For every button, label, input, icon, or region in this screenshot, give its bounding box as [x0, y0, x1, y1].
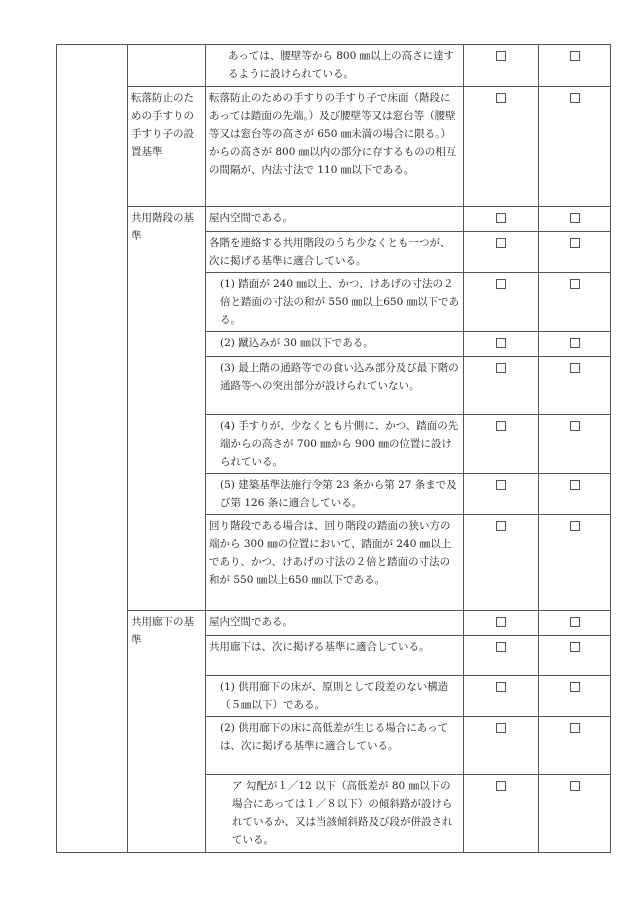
check-cell[interactable] [464, 232, 539, 273]
check-cell[interactable] [464, 474, 539, 515]
check-cell[interactable] [464, 775, 539, 853]
check-cell[interactable] [539, 207, 611, 232]
check-cell[interactable] [539, 332, 611, 357]
check-cell[interactable] [539, 717, 611, 775]
checkbox-icon[interactable] [496, 642, 506, 652]
check-cell[interactable] [539, 232, 611, 273]
check-cell[interactable] [539, 273, 611, 332]
checkbox-icon[interactable] [570, 682, 580, 692]
check-cell[interactable] [464, 357, 539, 415]
checkbox-icon[interactable] [496, 723, 506, 733]
criteria-cell: (1) 供用廊下の床が、原則として段差のない構造（５㎜以下）である。 [206, 676, 464, 717]
check-cell[interactable] [464, 611, 539, 636]
criteria-cell: 転落防止のための手すりの手すり子で床面（階段にあっては踏面の先端。）及び腰壁等又は窓台等（腰壁等又は窓台等の高さが 650 ㎜未満の場合に限る。）からの高さが 800 ㎜以内の部分に存するものの相互の間隔が、内法寸法で 110 ㎜以下である。 [206, 87, 464, 207]
criteria-cell: 共用廊下は、次に掲げる基準に適合している。 [206, 636, 464, 676]
check-cell[interactable] [464, 415, 539, 474]
table-row [57, 45, 611, 87]
check-cell[interactable] [464, 636, 539, 676]
checkbox-icon[interactable] [496, 480, 506, 490]
category-cell [128, 45, 206, 87]
category-cell: 転落防止のための手すりの手すり子の設置基準 [128, 87, 206, 207]
check-cell[interactable] [464, 676, 539, 717]
checkbox-icon[interactable] [496, 213, 506, 223]
criteria-cell: ア 勾配が１／12 以下（高低差が 80 ㎜以下の場合にあっては１／８以下）の傾斜路が設けられているか、又は当該傾斜路及び段が併設されている。 [206, 775, 464, 853]
check-cell[interactable] [539, 515, 611, 611]
criteria-cell: 屋内空間である。 [206, 611, 464, 636]
checkbox-icon[interactable] [496, 521, 506, 531]
criteria-cell: あっては、腰壁等から 800 ㎜以上の高さに達するように設けられている。 [206, 45, 464, 87]
check-cell[interactable] [539, 357, 611, 415]
check-cell[interactable] [539, 45, 611, 87]
check-cell[interactable] [539, 474, 611, 515]
checkbox-icon[interactable] [570, 781, 580, 791]
checkbox-icon[interactable] [496, 617, 506, 627]
check-cell[interactable] [464, 273, 539, 332]
checkbox-icon[interactable] [570, 521, 580, 531]
checkbox-icon[interactable] [570, 51, 580, 61]
outer-category-cell [57, 45, 128, 853]
checkbox-icon[interactable] [570, 617, 580, 627]
check-cell[interactable] [464, 87, 539, 207]
table-row [57, 207, 611, 232]
checkbox-icon[interactable] [496, 338, 506, 348]
table-row [57, 611, 611, 636]
criteria-cell: (3) 最上階の通路等での食い込み部分及び最下階の通路等への突出部分が設けられていない。 [206, 357, 464, 415]
checkbox-icon[interactable] [570, 93, 580, 103]
checkbox-icon[interactable] [496, 363, 506, 373]
check-cell[interactable] [464, 515, 539, 611]
checkbox-icon[interactable] [496, 781, 506, 791]
checkbox-icon[interactable] [570, 238, 580, 248]
check-cell[interactable] [464, 207, 539, 232]
criteria-cell: (4) 手すりが、少なくとも片側に、かつ、踏面の先端からの高さが 700 ㎜から 900 ㎜の位置に設けられている。 [206, 415, 464, 474]
check-cell[interactable] [539, 636, 611, 676]
checkbox-icon[interactable] [570, 642, 580, 652]
checkbox-icon[interactable] [570, 480, 580, 490]
criteria-cell: 回り階段である場合は、回り階段の踏面の狭い方の端から 300 ㎜の位置において、踏面が 240 ㎜以上であり、かつ、けあげの寸法の２倍と踏面の寸法の和が 550 ㎜以上650 ㎜以下である。 [206, 515, 464, 611]
checkbox-icon[interactable] [570, 213, 580, 223]
check-cell[interactable] [464, 45, 539, 87]
criteria-cell: (2) 蹴込みが 30 ㎜以下である。 [206, 332, 464, 357]
check-cell[interactable] [539, 775, 611, 853]
checkbox-icon[interactable] [570, 338, 580, 348]
checklist-table [56, 44, 611, 853]
checkbox-icon[interactable] [570, 723, 580, 733]
check-cell[interactable] [539, 676, 611, 717]
check-cell[interactable] [539, 415, 611, 474]
check-cell[interactable] [539, 611, 611, 636]
criteria-cell: 屋内空間である。 [206, 207, 464, 232]
criteria-cell: (2) 供用廊下の床に高低差が生じる場合にあっては、次に掲げる基準に適合している。 [206, 717, 464, 775]
criteria-cell: (1) 踏面が 240 ㎜以上、かつ、けあげの寸法の２倍と踏面の寸法の和が 550 ㎜以上650 ㎜以下である。 [206, 273, 464, 332]
table-row [57, 87, 611, 207]
checkbox-icon[interactable] [496, 238, 506, 248]
category-cell: 共用階段の基準 [128, 207, 206, 611]
checkbox-icon[interactable] [496, 93, 506, 103]
check-cell[interactable] [539, 87, 611, 207]
category-cell: 共用廊下の基準 [128, 611, 206, 853]
checkbox-icon[interactable] [496, 51, 506, 61]
check-cell[interactable] [464, 717, 539, 775]
checkbox-icon[interactable] [496, 279, 506, 289]
checkbox-icon[interactable] [496, 682, 506, 692]
check-cell[interactable] [464, 332, 539, 357]
criteria-cell: (5) 建築基準法施行令第 23 条から第 27 条まで及び第 126 条に適合している。 [206, 474, 464, 515]
checkbox-icon[interactable] [496, 421, 506, 431]
checkbox-icon[interactable] [570, 421, 580, 431]
checkbox-icon[interactable] [570, 363, 580, 373]
criteria-cell: 各階を連絡する共用階段のうち少なくとも一つが、次に掲げる基準に適合している。 [206, 232, 464, 273]
checklist-sheet [56, 44, 611, 853]
checkbox-icon[interactable] [570, 279, 580, 289]
